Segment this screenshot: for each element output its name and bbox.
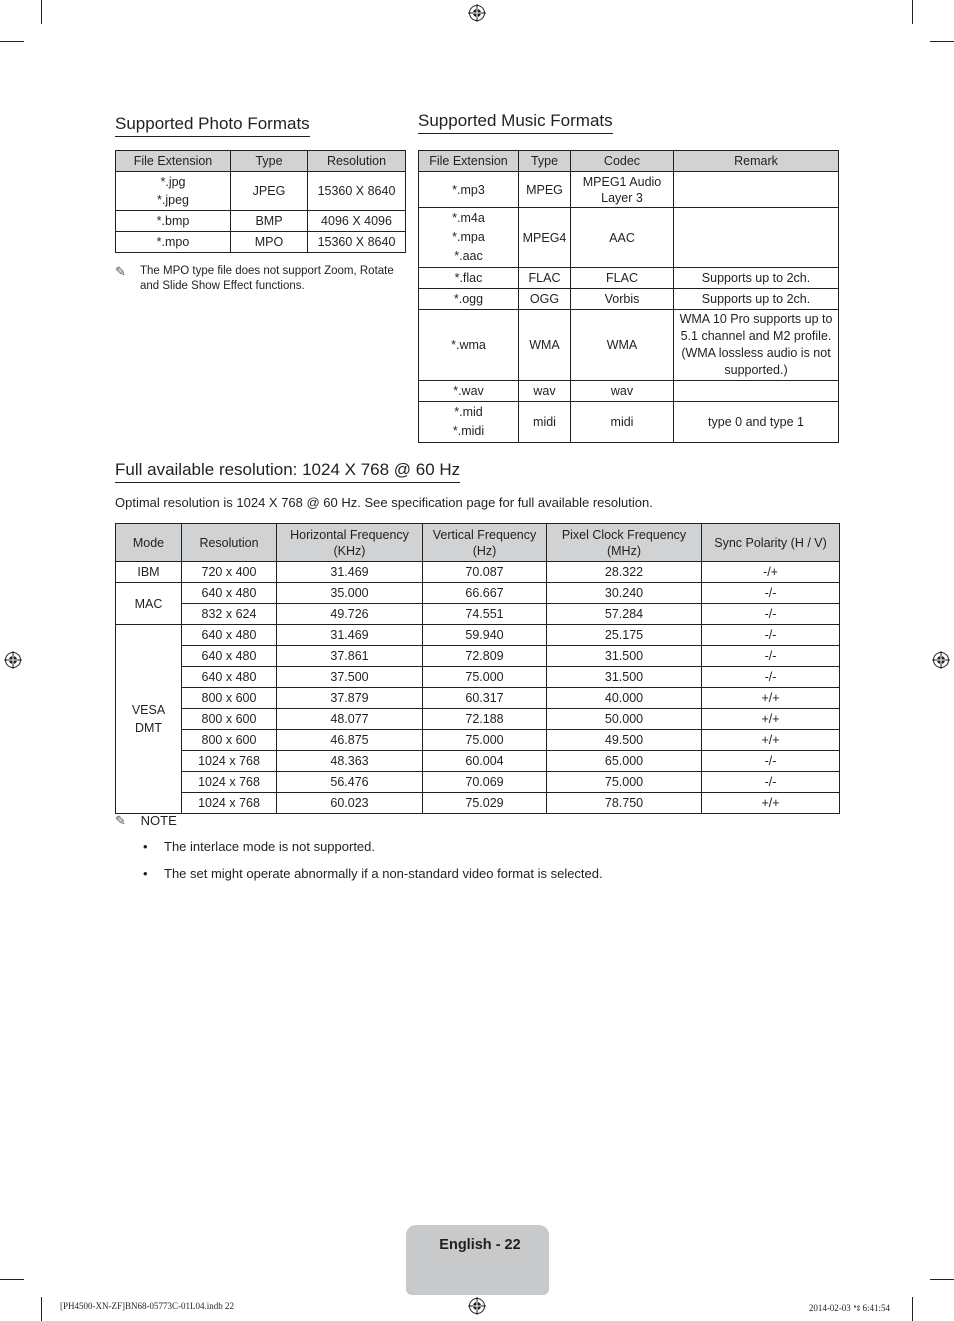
table-cell: 800 x 600: [182, 688, 277, 709]
table-cell: 31.500: [547, 646, 702, 667]
table-cell: wav: [519, 381, 571, 402]
table-cell: MPEG: [519, 172, 571, 208]
table-cell: 37.879: [277, 688, 423, 709]
pencil-note-icon: ✎: [115, 813, 126, 828]
table-row: [116, 709, 840, 730]
table-cell: MPO: [231, 232, 308, 253]
table-cell: 4096 X 4096: [308, 211, 406, 232]
table-cell: *.mp3: [419, 172, 519, 208]
table-row: [116, 562, 840, 583]
table-cell: 75.029: [423, 793, 547, 814]
table-cell: *.jpg *.jpeg: [116, 172, 231, 211]
table-cell: Vorbis: [571, 289, 674, 310]
table-cell: 15360 X 8640: [308, 232, 406, 253]
music-formats-table: [418, 150, 839, 443]
table-cell: 75.000: [423, 667, 547, 688]
table-cell: OGG: [519, 289, 571, 310]
table-cell: +/+: [702, 793, 840, 814]
resolution-table: [115, 523, 840, 814]
list-item: [143, 866, 603, 881]
column-header: Resolution: [182, 524, 277, 562]
table-cell: 72.188: [423, 709, 547, 730]
mode-cell: MAC: [116, 583, 182, 625]
table-cell: 46.875: [277, 730, 423, 751]
table-cell: 49.726: [277, 604, 423, 625]
table-cell: +/+: [702, 709, 840, 730]
table-cell: [674, 172, 839, 208]
table-cell: -/-: [702, 772, 840, 793]
photo-note-text: The MPO type file does not support Zoom, Rotate and Slide Show Effect functions.: [140, 265, 394, 292]
table-cell: 60.023: [277, 793, 423, 814]
crop-mark: [0, 1279, 24, 1280]
table-cell: 31.500: [547, 667, 702, 688]
table-cell: -/-: [702, 583, 840, 604]
table-cell: -/-: [702, 667, 840, 688]
table-row: [116, 646, 840, 667]
table-cell: 640 x 480: [182, 583, 277, 604]
table-cell: *.wav: [419, 381, 519, 402]
table-cell: WMA 10 Pro supports up to 5.1 channel and M2 profile. (WMA lossless audio is not supported.): [674, 310, 839, 381]
table-cell: MPEG4: [519, 208, 571, 268]
table-cell: 28.322: [547, 562, 702, 583]
table-cell: 640 x 480: [182, 646, 277, 667]
bullet-text: The set might operate abnormally if a non-standard video format is selected.: [164, 866, 603, 881]
pencil-note-icon: ✎: [115, 264, 126, 279]
column-header: Codec: [571, 151, 674, 172]
table-cell: MPEG1 Audio Layer 3: [571, 172, 674, 208]
table-cell: 66.667: [423, 583, 547, 604]
table-cell: 48.077: [277, 709, 423, 730]
table-row: [116, 232, 406, 253]
table-cell: 40.000: [547, 688, 702, 709]
table-cell: 75.000: [423, 730, 547, 751]
bullet-icon: •: [143, 866, 148, 881]
table-row: [116, 751, 840, 772]
table-cell: 1024 x 768: [182, 772, 277, 793]
table-cell: 37.861: [277, 646, 423, 667]
table-cell: *.mid *.midi: [419, 402, 519, 443]
table-row: [419, 289, 839, 310]
table-cell: -/-: [702, 625, 840, 646]
table-cell: 35.000: [277, 583, 423, 604]
table-cell: 78.750: [547, 793, 702, 814]
table-cell: *.m4a *.mpa *.aac: [419, 208, 519, 268]
registration-mark-icon: [468, 1297, 486, 1315]
table-cell: 49.500: [547, 730, 702, 751]
registration-mark-icon: [932, 651, 950, 669]
table-cell: FLAC: [571, 268, 674, 289]
registration-mark-icon: [4, 651, 22, 669]
table-cell: 640 x 480: [182, 667, 277, 688]
table-cell: +/+: [702, 688, 840, 709]
table-cell: 70.069: [423, 772, 547, 793]
crop-mark: [0, 41, 24, 42]
table-cell: 70.087: [423, 562, 547, 583]
table-row: [419, 208, 839, 268]
page-number: English - 22: [439, 1237, 521, 1253]
column-header: Type: [231, 151, 308, 172]
table-cell: BMP: [231, 211, 308, 232]
table-row: [419, 310, 839, 381]
table-row: [116, 211, 406, 232]
table-cell: FLAC: [519, 268, 571, 289]
table-row: [116, 793, 840, 814]
resolution-section-title: Full available resolution: 1024 X 768 @ 60 Hz: [115, 460, 460, 483]
table-cell: -/+: [702, 562, 840, 583]
table-cell: 1024 x 768: [182, 751, 277, 772]
imprint-left: [PH4500-XN-ZF]BN68-05773C-01L04.indb 22: [60, 1301, 234, 1311]
list-item: [143, 839, 375, 854]
table-cell: 832 x 624: [182, 604, 277, 625]
table-cell: 50.000: [547, 709, 702, 730]
table-cell: 72.809: [423, 646, 547, 667]
crop-mark: [912, 0, 913, 24]
photo-note: [115, 264, 413, 294]
table-cell: wav: [571, 381, 674, 402]
table-cell: WMA: [519, 310, 571, 381]
column-header: File Extension: [116, 151, 231, 172]
table-cell: WMA: [571, 310, 674, 381]
table-cell: 60.317: [423, 688, 547, 709]
column-header: File Extension: [419, 151, 519, 172]
table-row: [116, 604, 840, 625]
table-cell: 25.175: [547, 625, 702, 646]
bullet-icon: •: [143, 839, 148, 854]
crop-mark: [930, 41, 954, 42]
table-row: [419, 172, 839, 208]
column-header: Mode: [116, 524, 182, 562]
table-cell: 60.004: [423, 751, 547, 772]
table-cell: [674, 208, 839, 268]
resolution-description: Optimal resolution is 1024 X 768 @ 60 Hz. See specification page for full available resolution.: [115, 495, 653, 510]
crop-mark: [41, 1297, 42, 1321]
table-cell: 48.363: [277, 751, 423, 772]
table-cell: *.bmp: [116, 211, 231, 232]
table-row: [116, 772, 840, 793]
mode-cell: VESA DMT: [116, 625, 182, 814]
table-cell: *.wma: [419, 310, 519, 381]
table-cell: midi: [571, 402, 674, 443]
registration-mark-icon: [468, 4, 486, 22]
column-header: Sync Polarity (H / V): [702, 524, 840, 562]
music-section-title: Supported Music Formats: [418, 111, 613, 134]
table-row: [116, 667, 840, 688]
table-cell: *.flac: [419, 268, 519, 289]
photo-section-title: Supported Photo Formats: [115, 114, 310, 137]
table-cell: Supports up to 2ch.: [674, 289, 839, 310]
table-cell: midi: [519, 402, 571, 443]
table-row: [116, 688, 840, 709]
column-header: Pixel Clock Frequency (MHz): [547, 524, 702, 562]
table-cell: *.mpo: [116, 232, 231, 253]
table-row: [419, 402, 839, 443]
table-row: [116, 625, 840, 646]
bullet-text: The interlace mode is not supported.: [164, 839, 376, 854]
page-number-tab: [406, 1225, 549, 1295]
table-cell: 59.940: [423, 625, 547, 646]
table-cell: 57.284: [547, 604, 702, 625]
table-cell: AAC: [571, 208, 674, 268]
column-header: Horizontal Frequency (KHz): [277, 524, 423, 562]
table-cell: 74.551: [423, 604, 547, 625]
table-cell: 640 x 480: [182, 625, 277, 646]
table-cell: 75.000: [547, 772, 702, 793]
column-header: Vertical Frequency (Hz): [423, 524, 547, 562]
table-cell: *.ogg: [419, 289, 519, 310]
table-cell: 31.469: [277, 562, 423, 583]
column-header: Type: [519, 151, 571, 172]
table-cell: 65.000: [547, 751, 702, 772]
mode-cell: IBM: [116, 562, 182, 583]
table-cell: 1024 x 768: [182, 793, 277, 814]
crop-mark: [930, 1279, 954, 1280]
table-row: [116, 730, 840, 751]
table-cell: JPEG: [231, 172, 308, 211]
table-cell: 15360 X 8640: [308, 172, 406, 211]
column-header: Resolution: [308, 151, 406, 172]
table-cell: Supports up to 2ch.: [674, 268, 839, 289]
crop-mark: [912, 1297, 913, 1321]
photo-formats-table: [115, 150, 406, 253]
table-row: [116, 583, 840, 604]
imprint-right: 2014-02-03 ꢀꢁ 6:41:54: [808, 1303, 890, 1313]
table-row: [419, 268, 839, 289]
table-cell: 37.500: [277, 667, 423, 688]
table-row: [419, 381, 839, 402]
note-label: NOTE: [140, 813, 177, 828]
table-cell: type 0 and type 1: [674, 402, 839, 443]
table-cell: 31.469: [277, 625, 423, 646]
resolution-note-heading: [115, 813, 177, 829]
table-cell: -/-: [702, 646, 840, 667]
crop-mark: [41, 0, 42, 24]
column-header: Remark: [674, 151, 839, 172]
table-cell: +/+: [702, 730, 840, 751]
table-cell: -/-: [702, 751, 840, 772]
table-cell: 720 x 400: [182, 562, 277, 583]
table-cell: 56.476: [277, 772, 423, 793]
table-cell: 800 x 600: [182, 730, 277, 751]
table-row: [116, 172, 406, 211]
table-cell: 30.240: [547, 583, 702, 604]
table-cell: [674, 381, 839, 402]
table-cell: -/-: [702, 604, 840, 625]
table-cell: 800 x 600: [182, 709, 277, 730]
